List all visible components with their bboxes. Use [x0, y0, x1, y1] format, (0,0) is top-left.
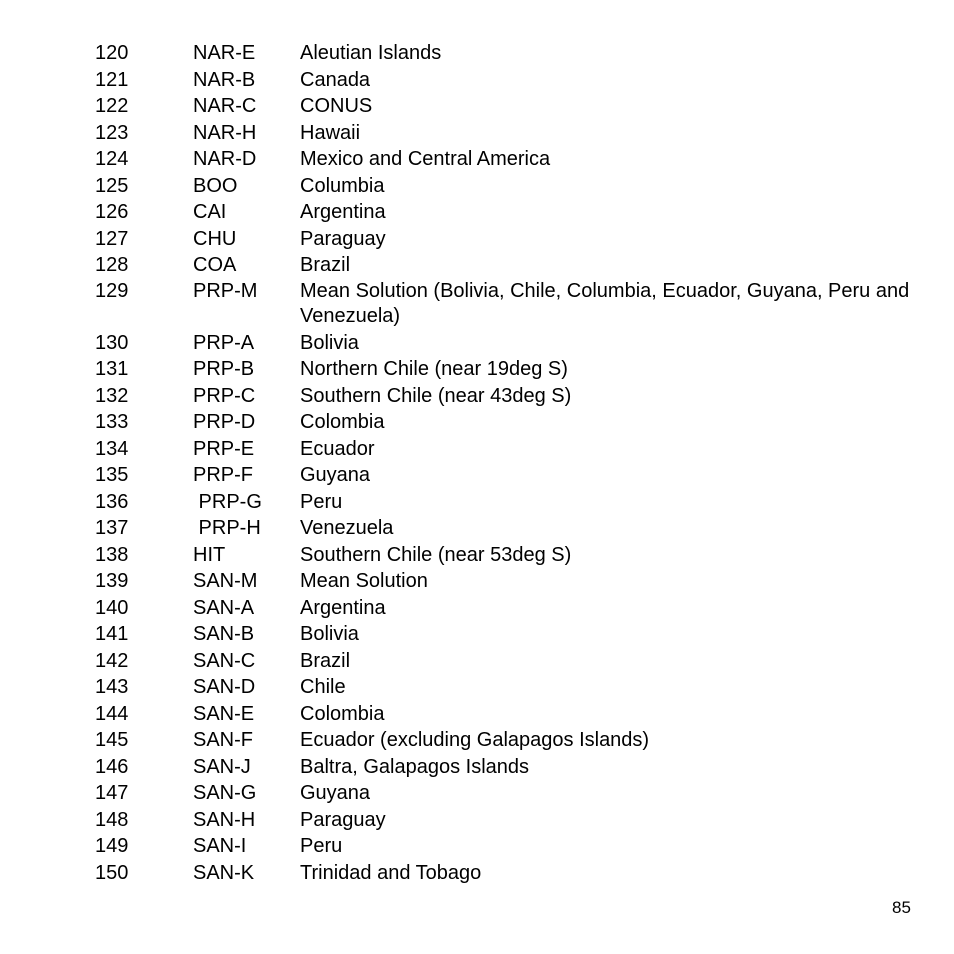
row-number: 146 — [95, 755, 129, 778]
table-row — [0, 595, 954, 622]
table-row — [0, 40, 954, 67]
datum-code: PRP-M — [193, 279, 258, 302]
datum-code: SAN-B — [193, 623, 255, 645]
table-row — [0, 833, 954, 860]
row-number: 124 — [95, 148, 129, 170]
region-description: Bolivia — [300, 331, 359, 354]
region-description: Colombia — [300, 702, 385, 725]
table-row — [0, 330, 954, 357]
row-number: 120 — [95, 42, 129, 64]
region-description: Southern Chile (near 53deg S) — [300, 543, 572, 566]
table-row — [0, 807, 954, 834]
region-description: Mean Solution (Bolivia, Chile, Columbia, Ecuador, Guyana, Peru and Venezuela) — [300, 279, 910, 327]
row-number: 149 — [95, 835, 129, 857]
datum-code: NAR-B — [193, 68, 256, 91]
region-description: Northern Chile (near 19deg S) — [300, 358, 568, 380]
row-number: 144 — [95, 702, 129, 725]
region-description: Ecuador — [300, 437, 375, 460]
datum-code: CHU — [193, 227, 237, 250]
row-number: 140 — [95, 596, 129, 619]
datum-code: PRP-G — [193, 490, 262, 513]
region-description: Aleutian Islands — [300, 42, 442, 64]
region-description: Ecuador (excluding Galapagos Islands) — [300, 729, 650, 751]
datum-code: SAN-F — [193, 729, 253, 751]
row-number: 147 — [95, 782, 129, 804]
table-row — [0, 436, 954, 463]
datum-code: SAN-H — [193, 808, 256, 831]
datum-code: PRP-A — [193, 331, 255, 354]
table-row — [0, 754, 954, 781]
region-description: Paraguay — [300, 227, 386, 250]
table-row — [0, 727, 954, 754]
table-row — [0, 568, 954, 595]
row-number: 142 — [95, 649, 129, 672]
row-number: 130 — [95, 331, 129, 354]
datum-code: NAR-D — [193, 148, 257, 170]
table-row — [0, 780, 954, 807]
table-row — [0, 383, 954, 410]
region-description: Guyana — [300, 782, 371, 804]
table-row — [0, 674, 954, 701]
datum-code: PRP-H — [193, 517, 261, 539]
datum-code: PRP-C — [193, 384, 256, 407]
datum-code-table — [0, 40, 954, 886]
table-row — [0, 621, 954, 648]
datum-code: CAI — [193, 201, 227, 223]
region-description: Chile — [300, 676, 346, 698]
region-description: Colombia — [300, 411, 385, 433]
region-description: Canada — [300, 68, 371, 91]
region-description: Mean Solution — [300, 570, 428, 592]
row-number: 137 — [95, 517, 129, 539]
datum-code: NAR-E — [193, 42, 256, 64]
region-description: Southern Chile (near 43deg S) — [300, 384, 572, 407]
row-number: 148 — [95, 808, 129, 831]
datum-code: NAR-H — [193, 121, 257, 144]
row-number: 134 — [95, 437, 129, 460]
table-row — [0, 279, 954, 330]
table-row — [0, 173, 954, 200]
row-number: 139 — [95, 570, 129, 592]
datum-code: SAN-I — [193, 835, 247, 857]
row-number: 136 — [95, 490, 129, 513]
row-number: 125 — [95, 174, 129, 197]
row-number: 127 — [95, 227, 129, 250]
table-row — [0, 409, 954, 436]
table-row — [0, 67, 954, 94]
row-number: 141 — [95, 623, 129, 645]
row-number: 123 — [95, 121, 129, 144]
datum-code: COA — [193, 254, 237, 276]
datum-code: SAN-K — [193, 861, 255, 884]
table-row — [0, 93, 954, 120]
region-description: Peru — [300, 835, 343, 857]
row-number: 145 — [95, 729, 129, 751]
datum-code: SAN-C — [193, 649, 256, 672]
row-number: 122 — [95, 95, 129, 117]
table-row — [0, 252, 954, 279]
datum-code: SAN-D — [193, 676, 256, 698]
row-number: 132 — [95, 384, 129, 407]
table-row — [0, 860, 954, 887]
table-row — [0, 356, 954, 383]
datum-code: HIT — [193, 543, 226, 566]
datum-code: PRP-E — [193, 437, 255, 460]
datum-code: PRP-B — [193, 358, 255, 380]
row-number: 135 — [95, 464, 129, 486]
row-number: 131 — [95, 358, 129, 380]
row-number: 150 — [95, 861, 129, 884]
table-row — [0, 146, 954, 173]
datum-code: PRP-D — [193, 411, 256, 433]
table-row — [0, 120, 954, 147]
table-row — [0, 542, 954, 569]
row-number: 133 — [95, 411, 129, 433]
table-row — [0, 226, 954, 253]
region-description: Argentina — [300, 201, 386, 223]
region-description: Peru — [300, 490, 343, 513]
table-row — [0, 648, 954, 675]
table-row — [0, 199, 954, 226]
region-description: Mexico and Central America — [300, 148, 551, 170]
datum-code: SAN-J — [193, 755, 251, 778]
row-number: 126 — [95, 201, 129, 223]
page-number: 85 — [892, 898, 911, 917]
region-description: Argentina — [300, 596, 386, 619]
row-number: 143 — [95, 676, 129, 698]
region-description: Trinidad and Tobago — [300, 861, 482, 884]
region-description: Baltra, Galapagos Islands — [300, 755, 530, 778]
table-row — [0, 515, 954, 542]
region-description: Guyana — [300, 464, 371, 486]
datum-code: SAN-A — [193, 596, 255, 619]
region-description: Columbia — [300, 174, 385, 197]
datum-code: NAR-C — [193, 95, 257, 117]
region-description: CONUS — [300, 95, 373, 117]
table-row — [0, 462, 954, 489]
datum-code: PRP-F — [193, 464, 253, 486]
row-number: 129 — [95, 279, 129, 302]
region-description: Venezuela — [300, 517, 394, 539]
region-description: Hawaii — [300, 121, 361, 144]
datum-code: SAN-G — [193, 782, 257, 804]
row-number: 121 — [95, 68, 129, 91]
row-number: 138 — [95, 543, 129, 566]
table-row — [0, 701, 954, 728]
datum-code: BOO — [193, 174, 238, 197]
region-description: Paraguay — [300, 808, 386, 831]
table-row — [0, 489, 954, 516]
datum-code: SAN-E — [193, 702, 255, 725]
row-number: 128 — [95, 254, 129, 276]
region-description: Bolivia — [300, 623, 359, 645]
datum-code: SAN-M — [193, 570, 258, 592]
region-description: Brazil — [300, 649, 351, 672]
region-description: Brazil — [300, 254, 351, 276]
